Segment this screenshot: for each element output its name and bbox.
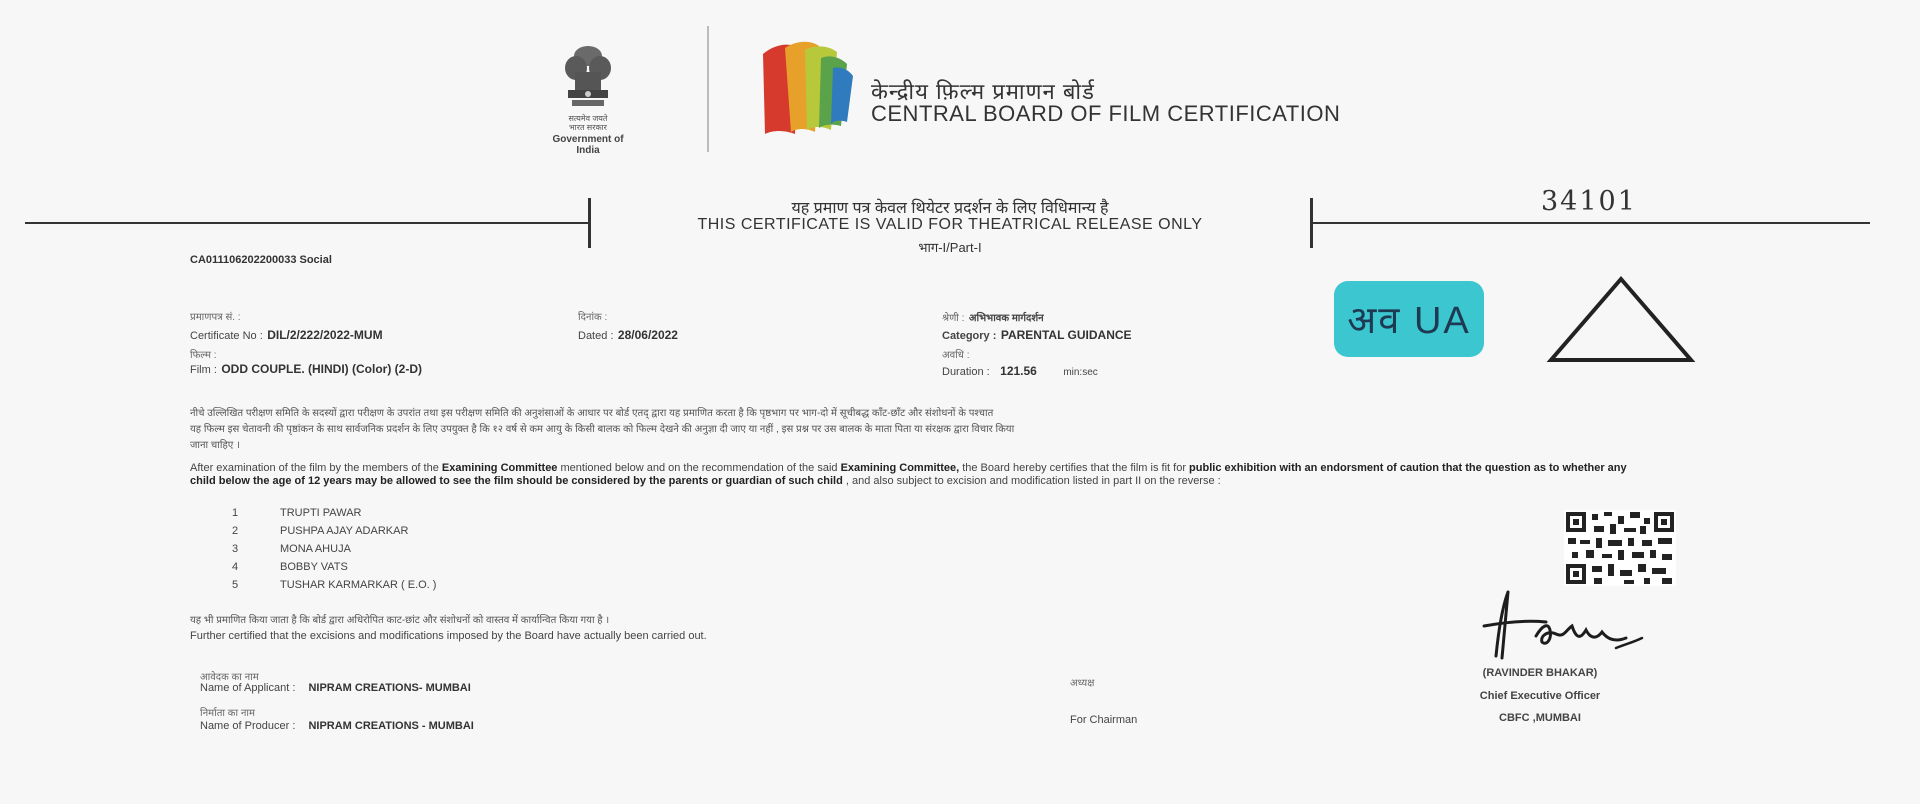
category-label: Category :: [942, 330, 997, 342]
list-item: [232, 579, 436, 597]
further-certified-english: Further certified that the excisions and modifications imposed by the Board have actually been carried out.: [190, 630, 707, 642]
list-item: [232, 507, 436, 525]
date-value: 28/06/2022: [617, 328, 678, 342]
category-value: PARENTAL GUIDANCE: [1000, 328, 1132, 342]
header-divider: [707, 26, 709, 152]
producer-row: [200, 720, 474, 732]
category-value-hindi: अभिभावक मार्गदर्शन: [968, 313, 1044, 324]
producer-label: Name of Producer :: [200, 720, 296, 732]
certificate-number-label: Certificate No :: [190, 330, 263, 342]
body-english-part-3: the Board hereby certifies that the film is fit for: [959, 462, 1190, 474]
rating-badge: अव UA: [1334, 281, 1484, 357]
body-english-part-1: After examination of the film by the members of the: [190, 462, 442, 474]
part-label: भाग-I/Part-I: [918, 240, 982, 255]
board-name-hindi: केन्द्रीय फ़िल्म प्रमाणन बोर्ड: [871, 79, 1095, 104]
triangle-icon: [1546, 274, 1696, 366]
member-number: 3: [232, 543, 239, 555]
body-english-part-2: mentioned below and on the recommendation of the said: [557, 462, 841, 474]
signatory-title: Chief Executive Officer: [1479, 690, 1601, 702]
body-english-bold-2: Examining Committee,: [840, 462, 960, 474]
list-item: [232, 561, 436, 579]
qr-code: [1564, 510, 1676, 591]
committee-members-list: [232, 507, 436, 597]
body-english: [190, 462, 1650, 488]
emblem-caption: Government of India: [552, 134, 624, 156]
emblem-motto: सत्यमेव जयते: [568, 114, 608, 123]
body-hindi-line-2: यह फिल्म इस चेतावनी की पृष्ठांकन के साथ सार्वजनिक प्रदर्शन के लिए उपयुक्त है कि १२ वर्ष से कम आयु के किसी बालक को फिल्म देखने की अनुज्ञा दी जाए या नहीं , इस प्रश्न पर उस बालक के माता पिता या संरक्षक द्वारा विचार किया: [190, 424, 1015, 435]
handwritten-signature-icon: [1476, 586, 1646, 662]
film-row: [190, 360, 422, 378]
duration-row: [942, 362, 1098, 380]
category-hindi-row: [942, 308, 1044, 326]
validity-rule-left: [25, 222, 590, 224]
member-name: PUSHPA AJAY ADARKAR: [280, 525, 409, 537]
duration-unit: min:sec: [1063, 367, 1098, 378]
member-name: MONA AHUJA: [280, 543, 351, 555]
film-title: ODD COUPLE. (HINDI) (Color) (2-D): [221, 362, 422, 376]
validity-rule-right: [1312, 222, 1870, 224]
board-name-english: CENTRAL BOARD OF FILM CERTIFICATION: [871, 101, 1341, 126]
serial-number: 34101: [1541, 186, 1637, 217]
member-name: BOBBY VATS: [280, 561, 348, 573]
cbfc-logo: [755, 34, 855, 149]
certificate-number: DIL/2/222/2022-MUM: [267, 328, 383, 342]
warning-triangle: [1546, 274, 1696, 371]
date-row: [578, 326, 678, 344]
member-number: 2: [232, 525, 239, 537]
category-label-hindi: श्रेणी :: [942, 313, 965, 324]
certificate-number-label-hindi: प्रमाणपत्र सं. :: [190, 312, 241, 323]
duration-label: Duration :: [942, 366, 990, 378]
member-number: 4: [232, 561, 239, 573]
film-label-hindi: फिल्म :: [190, 350, 217, 361]
body-english-part-4: , and also subject to excision and modification listed in part II on the reverse :: [842, 475, 1221, 487]
for-chairman: For Chairman: [1070, 714, 1138, 726]
category-row: [942, 326, 1132, 344]
applicant-label: Name of Applicant :: [200, 682, 296, 694]
applicant-row: [200, 682, 471, 694]
body-hindi-line-3: जाना चाहिए ।: [190, 440, 240, 451]
producer-label-hindi: निर्माता का नाम: [200, 708, 255, 719]
list-item: [232, 525, 436, 543]
member-name: TUSHAR KARMARKAR ( E.O. ): [280, 579, 437, 591]
signatory-name: (RAVINDER BHAKAR): [1482, 667, 1598, 679]
validity-hindi: यह प्रमाण पत्र केवल थियेटर प्रदर्शन के लिए विधिमान्य है: [791, 200, 1109, 217]
emblem-hindi: भारत सरकार: [569, 123, 607, 132]
signatory-office: CBFC ,MUMBAI: [1499, 712, 1581, 724]
cbfc-logo-icon: [755, 34, 855, 144]
date-label-hindi: दिनांक :: [578, 312, 608, 323]
qr-code-icon: [1564, 510, 1676, 586]
duration-label-hindi: अवधि :: [942, 350, 970, 361]
duration-value: 121.56: [1000, 364, 1037, 378]
body-hindi-line-1: नीचे उल्लिखित परीक्षण समिति के सदस्यों द्वारा परीक्षण के उपरांत तथा इस परीक्षण समिति की अनुशंसाओं के आधार पर बोर्ड एतद् द्वारा यह प्रमाणित करता है कि पृष्ठभाग पर भाग-दो में सूचीबद्ध काँट-छाँट और संशोधनों के पश्चात: [190, 408, 994, 419]
validity-english: THIS CERTIFICATE IS VALID FOR THEATRICAL RELEASE ONLY: [697, 216, 1203, 233]
film-label: Film :: [190, 364, 217, 376]
list-item: [232, 543, 436, 561]
validity-tick-left: [588, 198, 591, 248]
applicant-value: NIPRAM CREATIONS- MUMBAI: [308, 682, 471, 694]
member-number: 1: [232, 507, 239, 519]
further-certified-hindi: यह भी प्रमाणित किया जाता है कि बोर्ड द्वारा अधिरोपित काट-छांट और संशोधनों को वास्तव में कार्यान्वित किया गया है ।: [190, 615, 610, 626]
body-english-bold-1: Examining Committee: [441, 462, 558, 474]
date-label: Dated :: [578, 330, 614, 342]
government-emblem: [543, 42, 633, 156]
certificate-number-row: [190, 326, 383, 344]
member-name: TRUPTI PAWAR: [280, 507, 362, 519]
member-number: 5: [232, 579, 239, 591]
body-english-bold-3: public exhibition with an endorsment of caution that the question as to whether any child below the age of 12 years may be allowed to see the film should be considered by the parents or guardian of such child: [190, 462, 1627, 487]
lion-capital-icon: [558, 42, 618, 114]
reference-code: CA011106202200033 Social: [190, 254, 332, 266]
chairman-hindi: अध्यक्ष: [1070, 678, 1095, 689]
signature: [1476, 586, 1646, 667]
producer-value: NIPRAM CREATIONS - MUMBAI: [308, 720, 474, 732]
applicant-label-hindi: आवेदक का नाम: [200, 672, 259, 683]
